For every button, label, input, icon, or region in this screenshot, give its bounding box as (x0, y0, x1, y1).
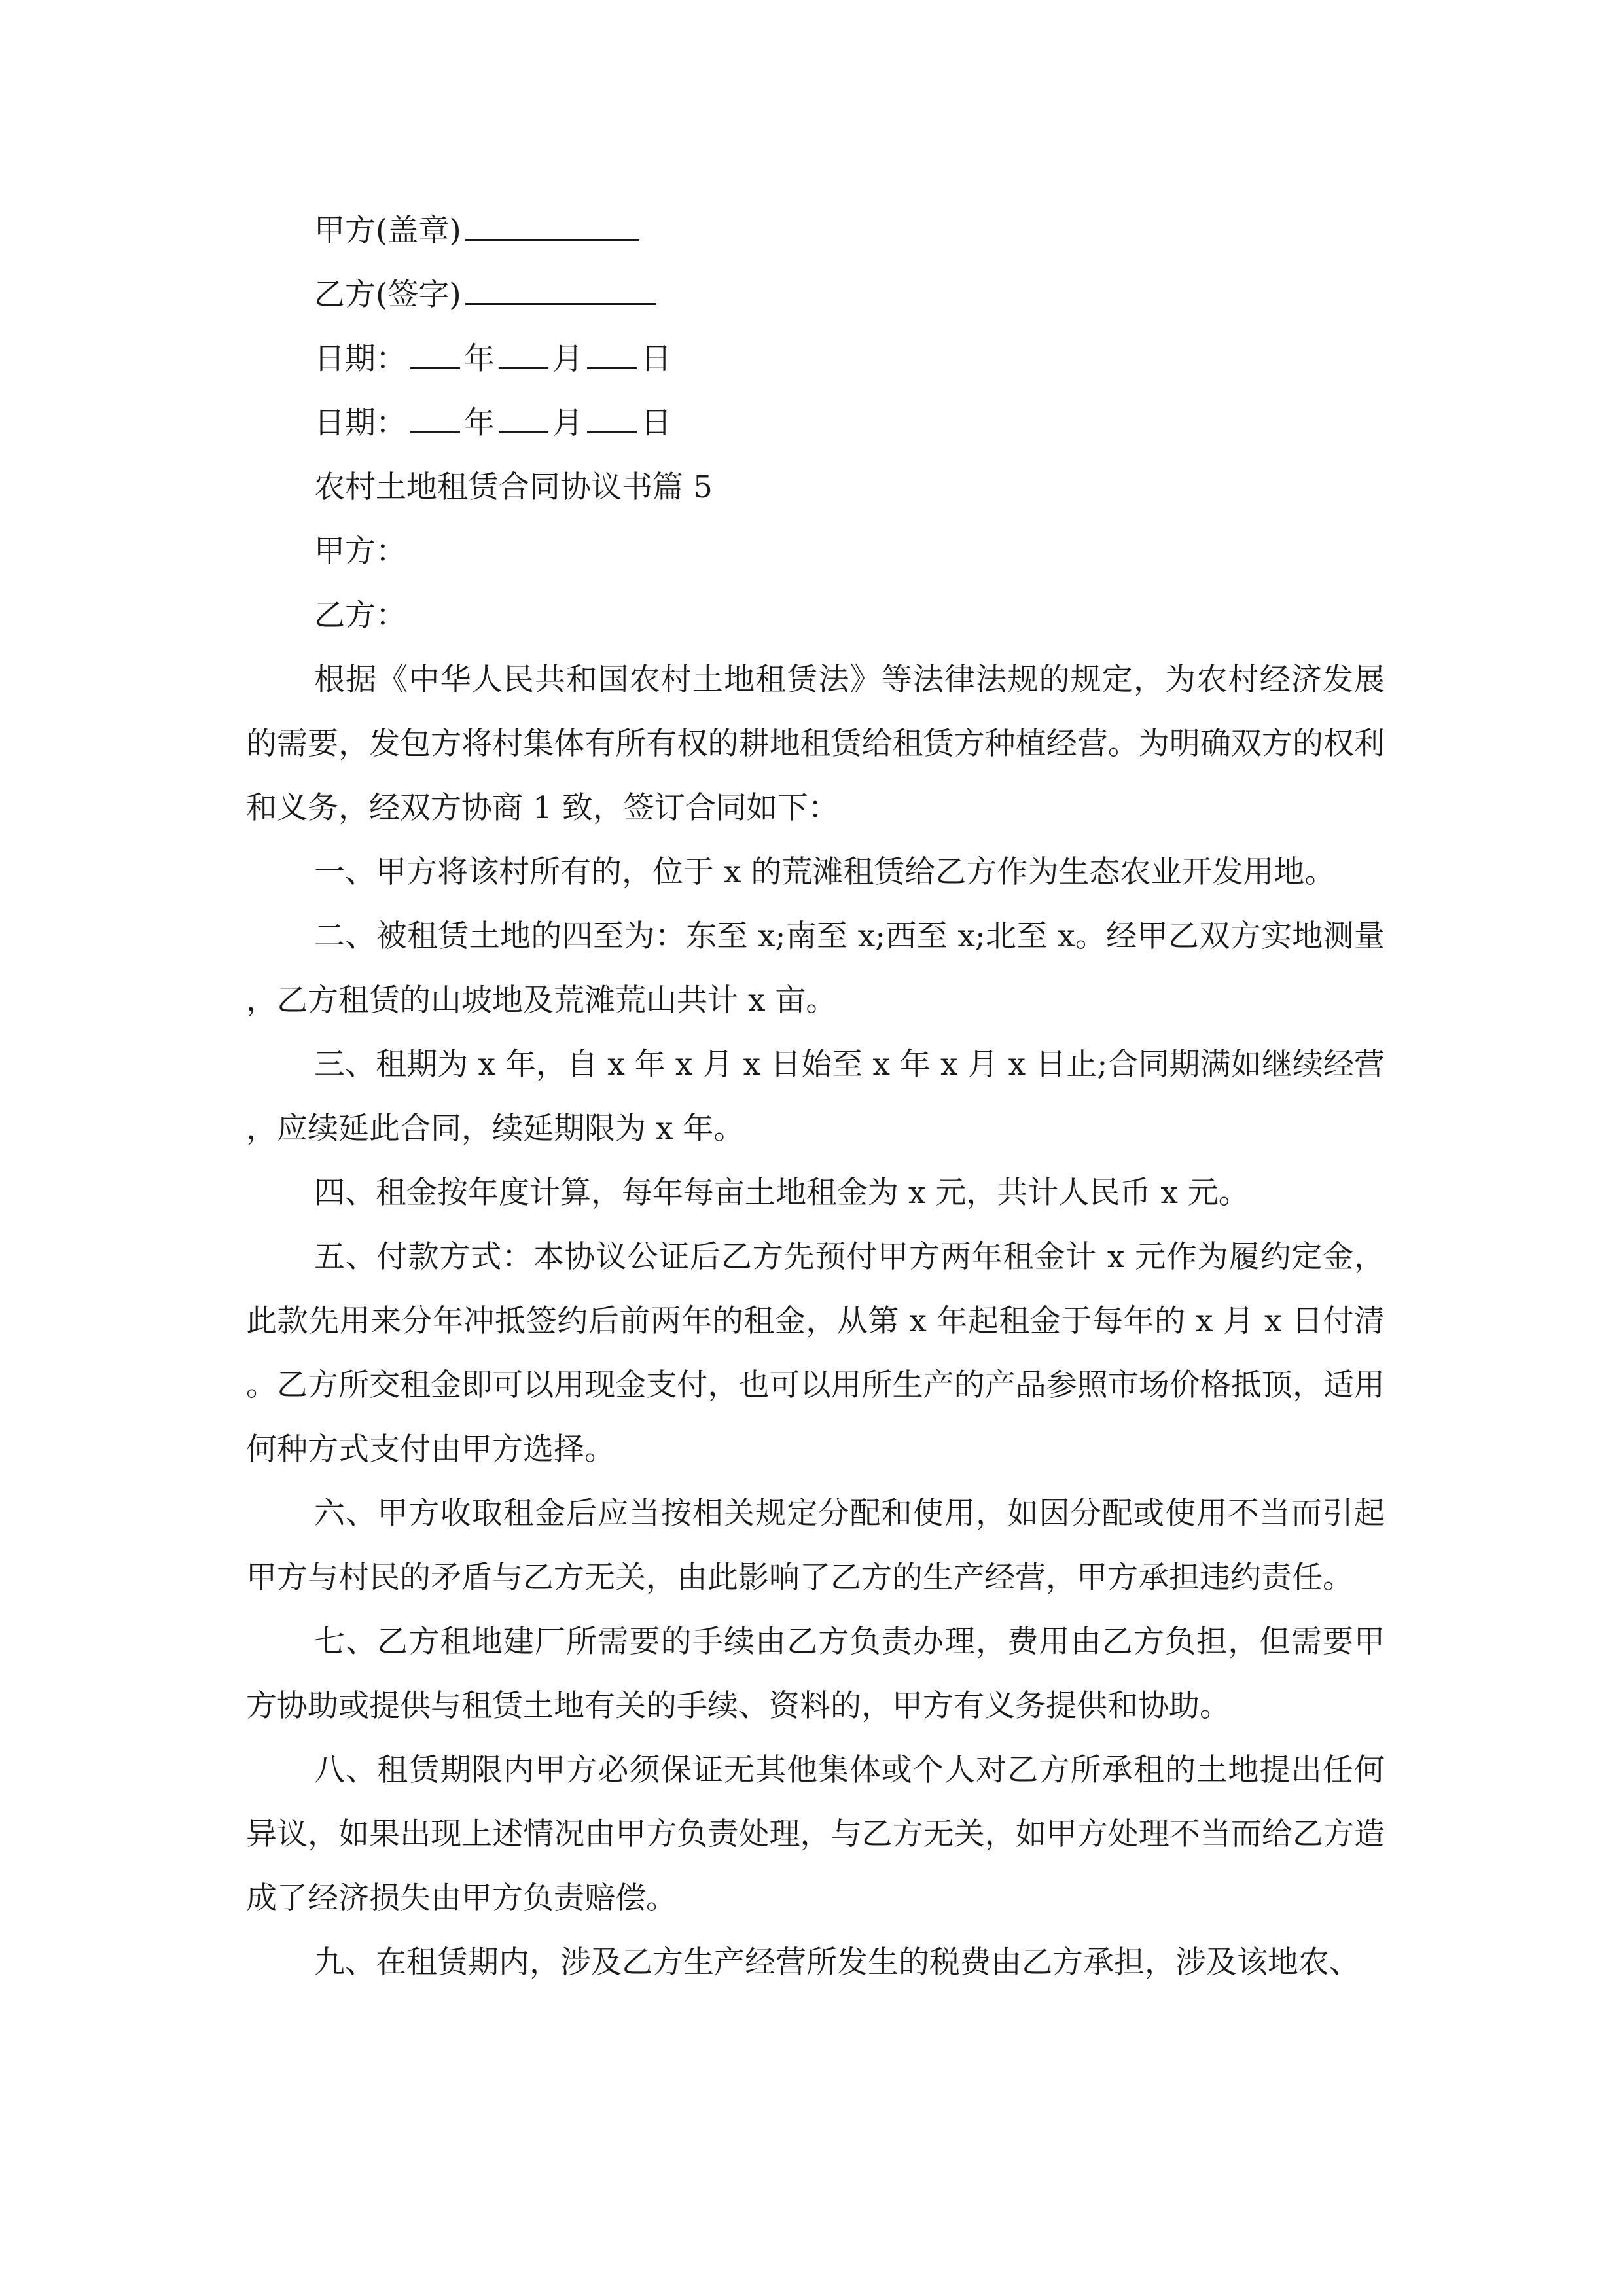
month-blank (499, 341, 548, 369)
clause-9: 九、在租赁期内，涉及乙方生产经营所发生的税费由乙方承担，涉及该地农、 (314, 1945, 1360, 1981)
clause-5: 五、付款方式：本协议公证后乙方先预付甲方两年租金计 x 元作为履约定金，此款先用来分年冲抵签约后前两年的租金，从第 x 年起租金于每年的 x 月 x 日付清。乙方所交租金即可以用现金支付，也可以用所生产的产品参照市场价格抵顶，适用何种方式支付由甲方选择。 (246, 1239, 1385, 1467)
day-label: 日 (641, 341, 671, 377)
day-label: 日 (641, 405, 671, 441)
month-label: 月 (552, 405, 583, 441)
clause-1: 一、甲方将该村所有的，位于 x 的荒滩租赁给乙方作为生态农业开发用地。 (314, 854, 1336, 890)
party-a-seal-label: 甲方(盖章) (314, 213, 461, 249)
section-title: 农村土地租赁合同协议书篇 5 (314, 469, 713, 505)
party-b-sign-label: 乙方(签字) (314, 277, 461, 313)
clause-7: 七、乙方租地建厂所需要的手续由乙方负责办理，费用由乙方负担，但需要甲方协助或提供与租赁土地有关的手续、资料的，甲方有义务提供和协助。 (246, 1624, 1385, 1724)
clause-8: 八、租赁期限内甲方必须保证无其他集体或个人对乙方所承租的土地提出任何异议，如果出现上述情况由甲方负责处理，与乙方无关，如甲方处理不当而给乙方造成了经济损失由甲方负责赔偿。 (246, 1752, 1385, 1916)
clause-6: 六、甲方收取租金后应当按相关规定分配和使用，如因分配或使用不当而引起甲方与村民的矛盾与乙方无关，由此影响了乙方的生产经营，甲方承担违约责任。 (246, 1496, 1385, 1596)
day-blank (587, 341, 637, 369)
date-label: 日期： (314, 405, 406, 441)
party-a-seal-blank (465, 213, 639, 241)
day-blank (587, 405, 637, 433)
year-label: 年 (464, 405, 495, 441)
party-b-line: 乙方： (314, 598, 406, 634)
clause-4: 四、租金按年度计算，每年每亩土地租金为 x 元，共计人民币 x 元。 (314, 1175, 1249, 1211)
year-label: 年 (464, 341, 495, 377)
year-blank (410, 341, 460, 369)
party-b-sign-line (246, 263, 1385, 327)
party-a-line: 甲方： (314, 533, 406, 569)
month-label: 月 (552, 341, 583, 377)
document-body (246, 199, 1385, 1995)
date-line-1 (246, 327, 1385, 391)
party-a-seal-line (246, 199, 1385, 263)
date-line-2 (246, 391, 1385, 456)
party-b-sign-blank (465, 277, 656, 305)
intro-paragraph: 根据《中华人民共和国农村土地租赁法》等法律法规的规定，为农村经济发展的需要，发包方将村集体有所有权的耕地租赁给租赁方种植经营。为明确双方的权利和义务，经双方协商 1 致，签订合同如下： (246, 662, 1385, 826)
date-label: 日期： (314, 341, 406, 377)
clause-3: 三、租期为 x 年，自 x 年 x 月 x 日始至 x 年 x 月 x 日止;合同期满如继续经营，应续延此合同，续延期限为 x 年。 (246, 1047, 1385, 1147)
year-blank (410, 405, 460, 433)
month-blank (499, 405, 548, 433)
clause-2: 二、被租赁土地的四至为：东至 x;南至 x;西至 x;北至 x。经甲乙双方实地测量，乙方租赁的山坡地及荒滩荒山共计 x 亩。 (246, 918, 1385, 1018)
